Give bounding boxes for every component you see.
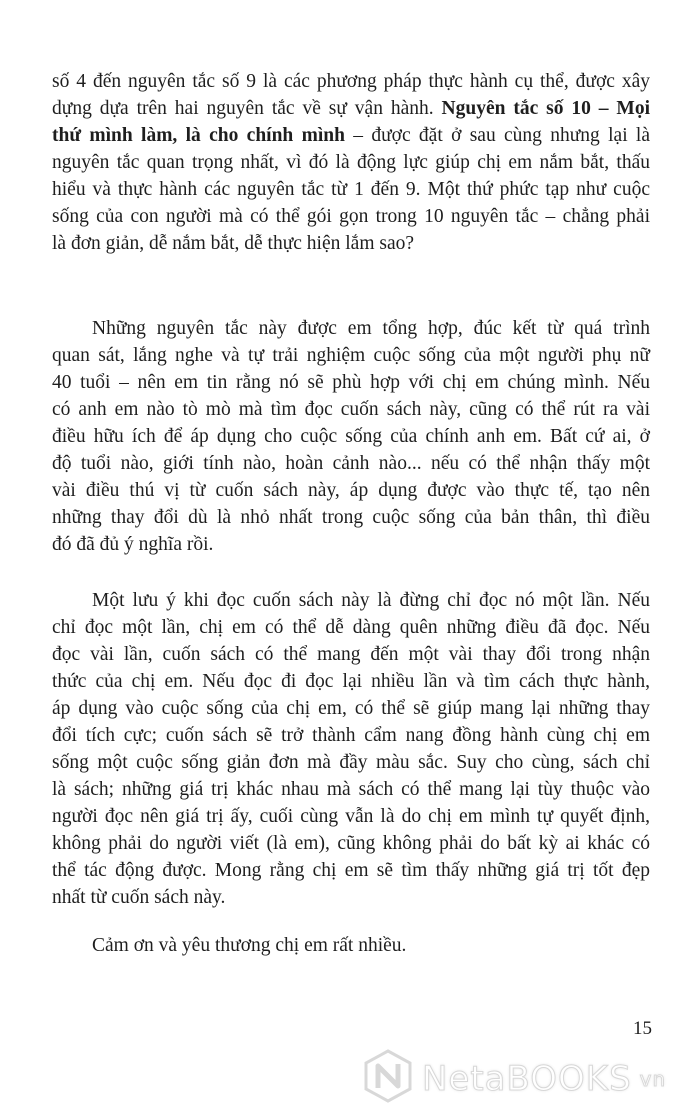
text-line: [52, 203, 650, 230]
text-segment: Cảm ơn và yêu thương chị em rất nhiều.: [92, 935, 407, 956]
text-line: [52, 315, 650, 342]
text-segment: sống một cuộc sống giản đơn mà đầy màu sắc. Suy cho cùng, sách chỉ: [52, 752, 650, 773]
text-line: [52, 641, 650, 668]
text-line: [52, 857, 650, 884]
text-segment: quan sát, lắng nghe và tự trải nghiệm cuộc sống của một người phụ nữ: [52, 345, 650, 366]
text-line: [52, 587, 650, 614]
bold-text: Nguyên tắc số 10 – Mọi: [441, 98, 650, 119]
text-line: [52, 776, 650, 803]
text-line: [52, 504, 650, 531]
bold-text: thứ mình làm, là cho chính mình: [52, 125, 345, 146]
text-line: [52, 369, 650, 396]
text-line: [52, 68, 650, 95]
text-line: [52, 423, 650, 450]
closing-line: [52, 932, 650, 959]
paragraph-2: [52, 315, 650, 558]
text-line: [52, 95, 650, 122]
text-segment: dựng dựa trên hai nguyên tắc về sự vận hành.: [52, 98, 442, 119]
text-segment: là đơn giản, dễ nắm bắt, dễ thực hiện lắm sao?: [52, 233, 415, 254]
text-line: [52, 884, 650, 911]
text-line: [52, 149, 650, 176]
paragraph-1: [52, 68, 650, 257]
text-segment: sống của con người mà có thể gói gọn trong 10 nguyên tắc – chẳng phải: [52, 206, 650, 227]
text-line: [52, 749, 650, 776]
text-line: [52, 614, 650, 641]
watermark-brand: NetaBOOKS: [422, 1058, 632, 1099]
text-line: [52, 668, 650, 695]
text-line: [52, 230, 650, 257]
text-segment: đổi tích cực; cuốn sách sẽ trở thành cẩm nang đồng hành cùng chị em: [52, 725, 650, 746]
text-segment: áp dụng vào cuộc sống của chị em, có thể sẽ giúp mang lại những thay: [52, 698, 650, 719]
watermark-suffix: vn: [639, 1066, 667, 1091]
text-segment: điều hữu ích để áp dụng cho cuộc sống của chính anh em. Bất cứ ai, ở: [52, 426, 650, 447]
text-segment: người đọc nên giá trị ấy, cuối cùng vẫn là do chị em mình tự quyết định,: [52, 806, 650, 827]
text-segment: đó đã đủ ý nghĩa rồi.: [52, 534, 214, 555]
text-segment: nguyên tắc quan trọng nhất, vì đó là động lực giúp chị em nắm bắt, thấu: [52, 152, 650, 173]
text-segment: thể tác động được. Mong rằng chị em sẽ tìm thấy những giá trị tốt đẹp: [52, 860, 650, 881]
watermark: [362, 1048, 666, 1109]
text-segment: – được đặt ở sau cùng nhưng lại là: [344, 125, 650, 146]
text-line: [52, 722, 650, 749]
text-segment: nhất từ cuốn sách này.: [52, 887, 226, 908]
text-segment: vài điều thú vị từ cuốn sách này, áp dụng được vào thực tế, tạo nên: [52, 480, 650, 501]
text-line: [52, 396, 650, 423]
text-segment: Một lưu ý khi đọc cuốn sách này là đừng chỉ đọc nó một lần. Nếu: [92, 590, 650, 611]
text-line: [52, 477, 650, 504]
text-line: [52, 695, 650, 722]
text-segment: chỉ đọc một lần, chị em có thể dễ dàng quên những điều đã đọc. Nếu: [52, 617, 650, 638]
text-segment: số 4 đến nguyên tắc số 9 là các phương pháp thực hành cụ thể, được xây: [52, 71, 650, 92]
text-segment: không phải do người viết (là em), cũng không phải do bất kỳ ai khác có: [52, 833, 650, 854]
text-line: [52, 122, 650, 149]
paragraph-3: [52, 587, 650, 911]
page-number: 15: [633, 1018, 652, 1039]
text-segment: có anh em nào tò mò mà tìm đọc cuốn sách này, cũng có thể rút ra vài: [52, 399, 650, 420]
text-line: [52, 450, 650, 477]
text-segment: là sách; những giá trị khác nhau mà sách có thể mang lại tùy thuộc vào: [52, 779, 650, 800]
text-line: [52, 342, 650, 369]
text-line: [52, 176, 650, 203]
text-line: [52, 932, 650, 959]
text-segment: 40 tuổi – nên em tin rằng nó sẽ phù hợp với chị em chúng mình. Nếu: [52, 372, 650, 393]
text-segment: hiểu và thực hành các nguyên tắc từ 1 đến 9. Một thứ phức tạp như cuộc: [52, 179, 650, 200]
text-line: [52, 803, 650, 830]
text-segment: những thay đổi dù là nhỏ nhất trong cuộc sống của bản thân, thì điều: [52, 507, 650, 528]
text-line: [52, 830, 650, 857]
text-segment: độ tuổi nào, giới tính nào, hoàn cảnh nào... nếu có thể nhận thấy một: [52, 453, 650, 474]
text-segment: đọc vài lần, cuốn sách có thể mang đến một vài thay đổi trong nhận: [52, 644, 650, 665]
netabooks-logo-icon: [362, 1048, 414, 1109]
text-segment: thức của chị em. Nếu đọc đi đọc lại nhiều lần và tìm cách thực hành,: [52, 671, 650, 692]
text-segment: Những nguyên tắc này được em tổng hợp, đúc kết từ quá trình: [92, 318, 650, 339]
text-line: [52, 531, 650, 558]
